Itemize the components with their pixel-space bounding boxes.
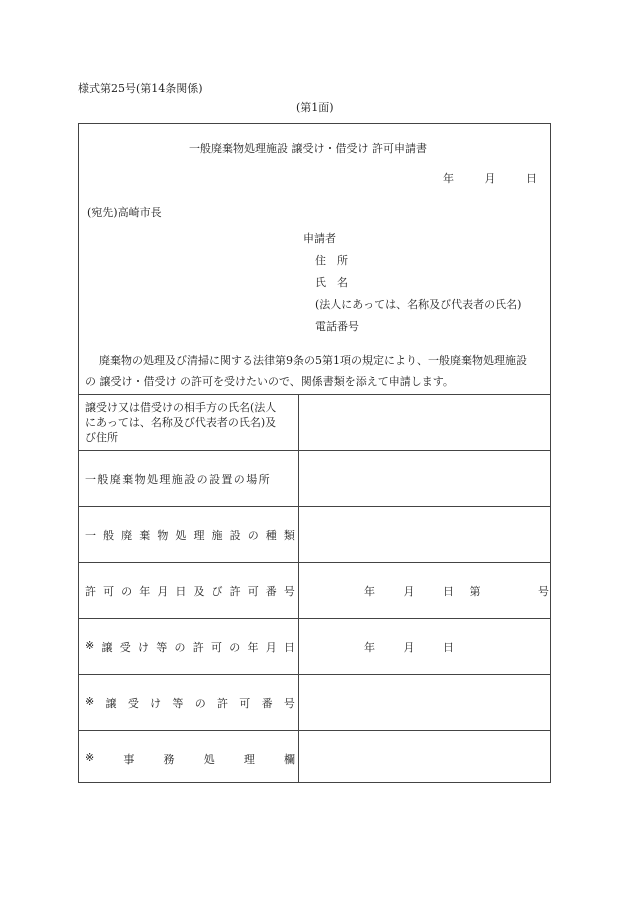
row-label-counterparty: 譲受け又は借受けの相手方の氏名(法人 にあっては、名称及び代表者の氏名)及 び住所 [85,401,277,444]
applicant-address-label: 住 所 [315,254,348,267]
page-label: (第1面) [296,101,334,114]
row-divider [79,618,550,619]
applicant-phone-label: 電話番号 [315,320,359,333]
row-label-office-processing: ※ 事 務 処 理 欄 [85,751,295,766]
applicant-name-label: 氏 名 [315,276,348,289]
row-label-transfer-permit-date: ※ 譲 受 け 等 の 許 可 の 年 月 日 [85,639,295,654]
form-title: 一般廃棄物処理施設 譲受け・借受け 許可申請書 [189,142,427,155]
date-month: 月 [484,172,496,185]
row-divider [79,562,550,563]
table-top-line [79,394,550,395]
addressee: (宛先)高崎市長 [87,206,162,219]
row-divider [79,674,550,675]
date-day: 日 [526,172,537,185]
date-line [443,170,537,186]
row-label-facility-location: 一般廃棄物処理施設の設置の場所 [85,473,271,486]
permit-date-number-value: 年 月 日 第 号 [364,585,549,598]
date-year: 年 [443,172,454,185]
row-label-facility-type: 一 般 廃 棄 物 処 理 施 設 の 種 類 [85,529,295,542]
applicant-corp-note: (法人にあっては、名称及び代表者の氏名) [315,298,522,311]
row-label-transfer-permit-number: ※ 譲 受 け 等 の 許 可 番 号 [85,695,295,710]
application-form [78,123,551,783]
row-divider [79,730,550,731]
row-divider [79,450,550,451]
column-divider [298,394,299,782]
row-divider [79,506,550,507]
row-label-permit-date-number: 許 可 の 年 月 日 及 び 許 可 番 号 [85,585,295,598]
applicant-label: 申請者 [303,232,336,245]
form-code: 様式第25号(第14条関係) [78,82,203,95]
body-text-line2: の 譲受け・借受け の許可を受けたいので、関係書類を添えて申請します。 [85,375,454,388]
body-text-line1: 廃棄物の処理及び清掃に関する法律第9条の5第1項の規定により、一般廃棄物処理施設 [99,354,527,367]
transfer-permit-date-value: 年 月 日 [364,641,454,654]
